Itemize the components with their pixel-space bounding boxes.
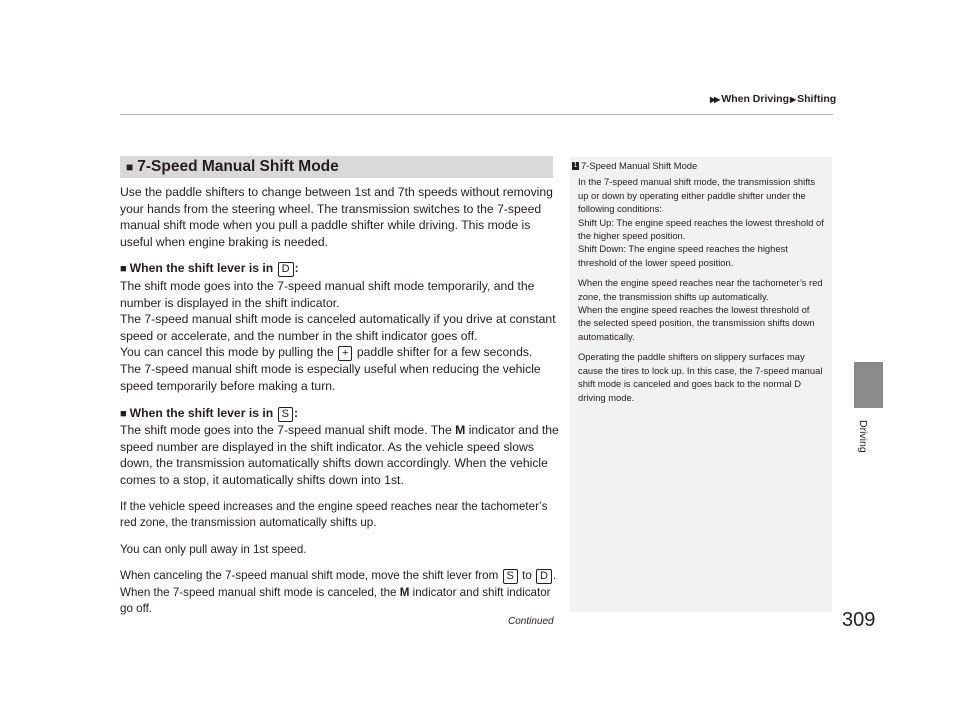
double-arrow-icon: ▶▶ <box>710 95 719 104</box>
d-position-heading: ■ When the shift lever is in D : <box>120 261 299 276</box>
note-paragraph: Shift Up: The engine speed reaches the lowest threshold of the higher speed position. <box>578 216 824 242</box>
body-paragraph: The shift mode goes into the 7-speed manual shift mode temporarily, and the number is displayed in the shift indicator. <box>120 278 535 310</box>
body-paragraph: You can cancel this mode by pulling the + paddle shifter for a few seconds. <box>120 345 533 360</box>
reference-icon: 1 <box>573 161 578 169</box>
breadcrumb-item[interactable]: Shifting <box>797 93 837 105</box>
square-bullet-icon: ■ <box>126 160 134 174</box>
breadcrumb-item[interactable]: When Driving <box>721 93 789 105</box>
body-paragraph: When canceling the 7-speed manual shift mode, move the shift lever from S to D . When the 7-speed manual shift mode is canceled, the M indicator and shift indicator go off. <box>120 569 557 616</box>
shift-d-key: D <box>278 262 294 277</box>
section-header <box>120 156 553 178</box>
section-title: 7-Speed Manual Shift Mode <box>137 158 339 175</box>
intro-paragraph: Use the paddle shifters to change between 1st and 7th speeds without removing your hands from the steering wheel. The transmission switches to the 7-speed manual shift mode when you pull a paddle shifter while driving. This mode is useful when engine braking is needed. <box>120 185 553 249</box>
continued-label: Continued <box>508 616 554 627</box>
main-content <box>120 184 560 618</box>
side-note <box>570 157 832 612</box>
body-paragraph: You can only pull away in 1st speed. <box>120 542 307 556</box>
body-paragraph: If the vehicle speed increases and the engine speed reaches near the tachometer’s red zone, the transmission automatically shifts up. <box>120 499 548 530</box>
note-paragraph: In the 7-speed manual shift mode, the transmission shifts up or down by operating either paddle shifter under the following conditions: <box>578 176 816 215</box>
chapter-label: Driving <box>857 420 869 453</box>
arrow-icon: ▶ <box>789 95 795 104</box>
shift-d-key: D <box>536 569 552 584</box>
square-bullet-icon: ■ <box>120 263 127 276</box>
shift-s-key: S <box>503 569 518 584</box>
body-paragraph: The shift mode goes into the 7-speed manual shift mode. The M indicator and the speed number are displayed in the shift indicator. As the vehicle speed slows down, the transmission automatically shifts down accordingly. When the vehicle comes to a stop, it automatically shifts down into 1st. <box>120 423 559 487</box>
shift-s-key: S <box>278 407 293 422</box>
page-number: 309 <box>842 609 876 631</box>
body-paragraph: The 7-speed manual shift mode is canceled automatically if you drive at constant speed or accelerate, and the number in the shift indicator goes off. <box>120 312 556 343</box>
note-paragraph: When the engine speed reaches near the tachometer’s red zone, the transmission shifts up automatically. <box>578 277 823 302</box>
square-bullet-icon: ■ <box>120 407 127 420</box>
breadcrumb <box>710 93 836 105</box>
plus-paddle-key: + <box>338 346 352 361</box>
header-divider <box>120 114 833 115</box>
body-paragraph: The 7-speed manual shift mode is especially useful when reducing the vehicle speed temporarily before making a turn. <box>120 362 541 393</box>
note-paragraph: When the engine speed reaches the lowest threshold of the selected speed position, the transmission shifts down automatically. <box>578 304 815 342</box>
note-heading: 1 7-Speed Manual Shift Mode <box>573 160 698 171</box>
s-position-heading: ■ When the shift lever is in S : <box>120 405 299 420</box>
note-paragraph: Operating the paddle shifters on slippery surfaces may cause the tires to lock up. In this case, the 7-speed manual shift mode is canceled and goes back to the normal D driving mode. <box>578 351 823 403</box>
chapter-tab <box>854 362 883 408</box>
note-paragraph: Shift Down: The engine speed reaches the highest threshold of the lower speed position. <box>578 243 788 268</box>
